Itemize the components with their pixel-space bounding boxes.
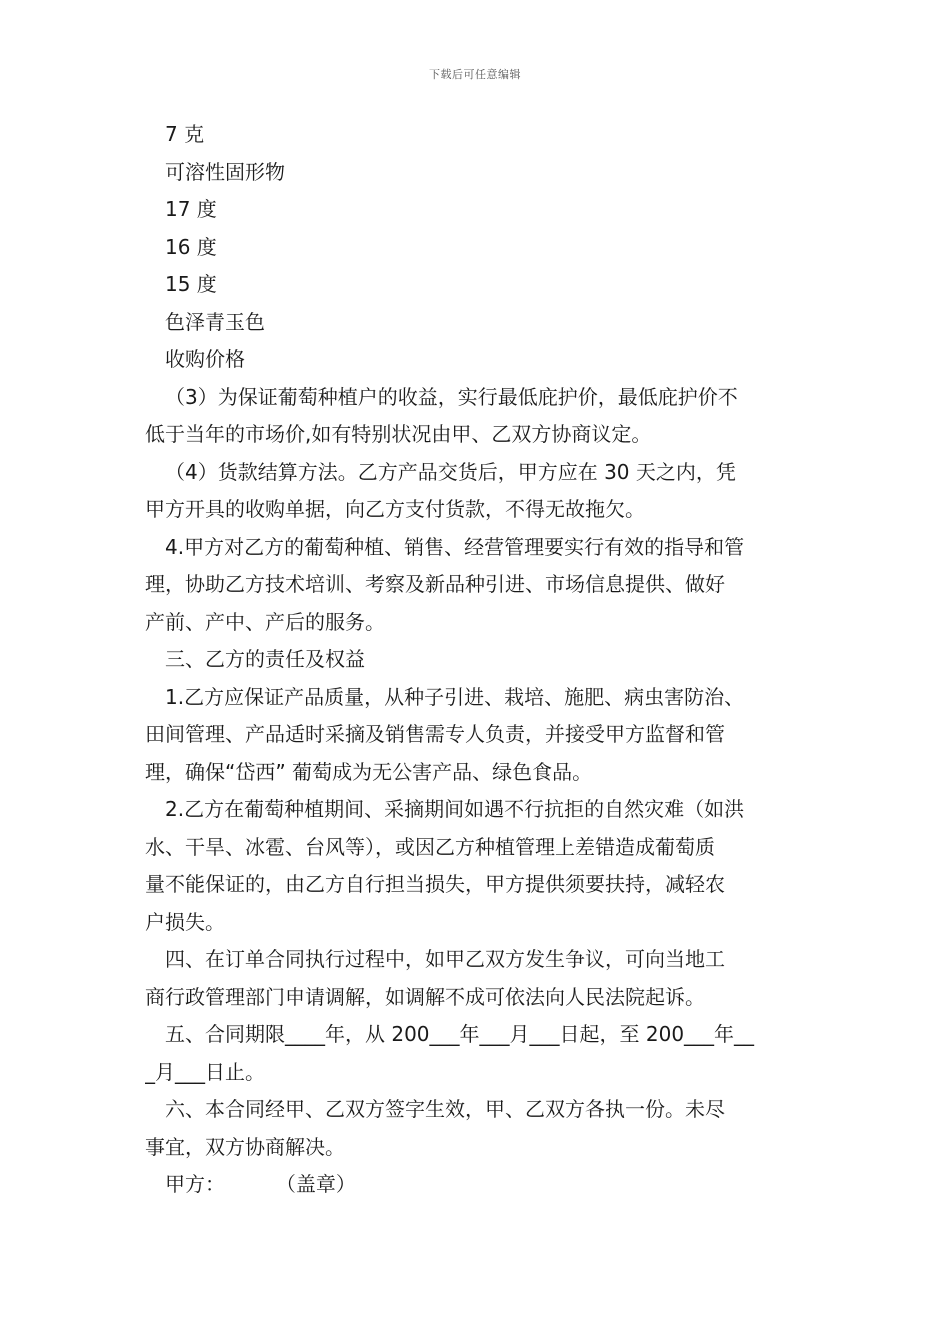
document-line: 理，确保“岱西” 葡萄成为无公害产品、绿色食品。 xyxy=(145,759,593,784)
document-line: 量不能保证的，由乙方自行担当损失，甲方提供须要扶持，减轻农 xyxy=(145,872,725,896)
document-line: （4）货款结算方法。乙方产品交货后，甲方应在 30 天之内，凭 xyxy=(165,459,736,484)
document-line: 17 度 xyxy=(165,197,217,221)
document-line: 商行政管理部门申请调解，如调解不成可依法向人民法院起诉。 xyxy=(145,984,705,1009)
document-line: 田间管理、产品适时采摘及销售需专人负责，并接受甲方监督和管 xyxy=(145,722,725,746)
document-line: 2.乙方在葡萄种植期间、采摘期间如遇不行抗拒的自然灾难（如洪 xyxy=(165,797,745,821)
document-line: _月___日止。 xyxy=(145,1059,265,1084)
document-line: 收购价格 xyxy=(165,347,245,371)
document-line: 事宜，双方协商解决。 xyxy=(145,1134,345,1159)
document-line: 户损失。 xyxy=(145,909,225,934)
document-line: 产前、产中、产后的服务。 xyxy=(145,609,385,634)
document-line: 四、在订单合同执行过程中，如甲乙双方发生争议，可向当地工 xyxy=(165,947,725,971)
document-line: 低于当年的市场价,如有特别状况由甲、乙双方协商议定。 xyxy=(145,422,652,446)
document-line: 水、干旱、冰雹、台风等），或因乙方种植管理上差错造成葡萄质 xyxy=(145,834,715,859)
document-line: 五、合同期限____年，从 200___年___月___日起，至 200___年__ xyxy=(165,1022,755,1046)
document-line: 1.乙方应保证产品质量，从种子引进、栽培、施肥、病虫害防治、 xyxy=(165,684,745,709)
document-line: 色泽青玉色 xyxy=(165,309,265,334)
document-body xyxy=(145,116,808,1204)
document-line: （3）为保证葡萄种植户的收益，实行最低庇护价，最低庇护价不 xyxy=(165,384,738,409)
page-header-note: 下载后可任意编辑 xyxy=(429,68,521,81)
document-line: 甲方开具的收购单据，向乙方支付货款，不得无故拖欠。 xyxy=(145,497,645,521)
document-line: 理，协助乙方技术培训、考察及新品种引进、市场信息提供、做好 xyxy=(145,572,725,596)
document-line: 甲方： （盖章） xyxy=(165,1172,356,1196)
document-line: 7 克 xyxy=(165,122,205,146)
document-line: 15 度 xyxy=(165,272,217,296)
document-line: 可溶性固形物 xyxy=(165,159,285,184)
document-line: 六、本合同经甲、乙双方签字生效，甲、乙双方各执一份。未尽 xyxy=(165,1097,725,1121)
document-line: 4.甲方对乙方的葡萄种植、销售、经营管理要实行有效的指导和管 xyxy=(165,534,745,559)
document-line: 三、乙方的责任及权益 xyxy=(165,647,365,671)
document-line: 16 度 xyxy=(165,234,217,259)
